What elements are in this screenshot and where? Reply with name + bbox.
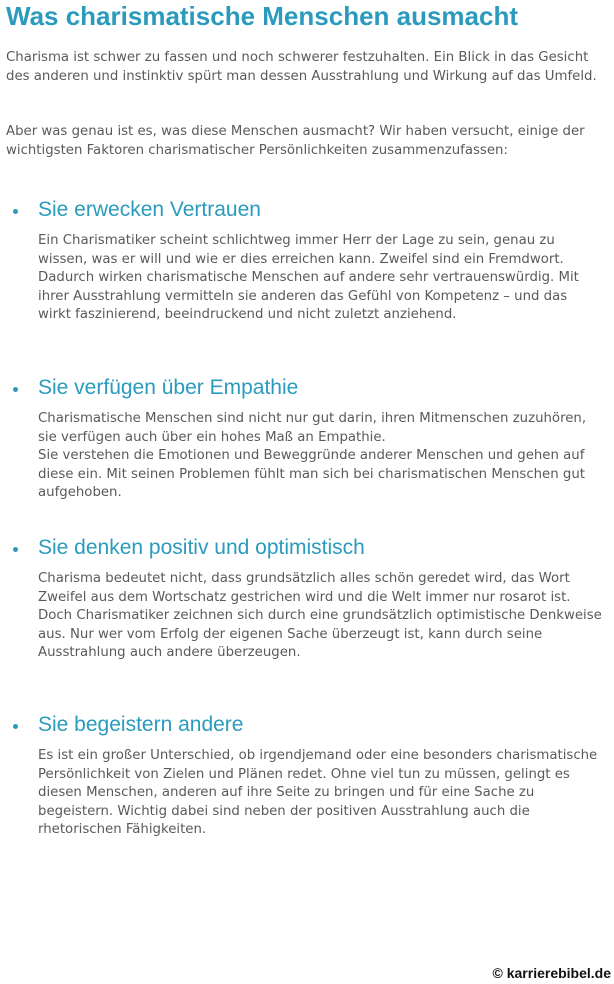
section-heading: Sie erwecken Vertrauen <box>38 198 261 221</box>
section-text-line-1: Charismatische Menschen sind nicht nur gut darin, ihren Mitmenschen zuzuhören, sie verfügen auch über ein hohes Maß an Empathie. <box>38 411 587 445</box>
section-text: Ein Charismatiker scheint schlichtweg immer Herr der Lage zu sein, genau zu wissen, was er will und wie er dies erreichen kann. Zweifel sind ein Fremdwort. Dadurch wirken charismatische Menschen auf andere sehr vertrauenswürdig. Mit ihrer Ausstrahlung vermitteln sie anderen das Gefühl von Kompetenz – und das wirkt faszinierend, beeindruckend und nicht zuletzt anziehend. <box>38 233 579 322</box>
bullet-icon <box>13 209 18 214</box>
page-title: Was charismatische Menschen ausmacht <box>6 1 519 31</box>
section-heading: Sie begeistern andere <box>38 713 244 736</box>
bullet-icon <box>13 547 18 552</box>
bullet-icon <box>13 724 18 729</box>
section-heading: Sie denken positiv und optimistisch <box>38 536 365 559</box>
intro-paragraph-2: Aber was genau ist es, was diese Menschen ausmacht? Wir haben versucht, einige der wichtigsten Faktoren charismatischer Persönlichkeiten zusammenzufassen: <box>6 124 585 158</box>
section-text <box>38 410 604 503</box>
bullet-icon <box>13 387 18 392</box>
section-heading: Sie verfügen über Empathie <box>38 376 299 399</box>
section-text: Es ist ein großer Unterschied, ob irgendjemand oder eine besonders charismatische Persönlichkeit von Zielen und Plänen redet. Ohne viel tun zu müssen, gelingt es diesen Menschen, anderen auf ihre Seite zu bringen und für eine Sache zu begeistern. Wichtig dabei sind neben der positiven Ausstrahlung auch die rhetorischen Fähigkeiten. <box>38 748 598 837</box>
section-text: Charisma bedeutet nicht, dass grundsätzlich alles schön geredet wird, das Wort Zweifel aus dem Wortschatz gestrichen wird und die Welt immer nur rosarot ist. Doch Charismatiker zeichnen sich durch eine grundsätzlich optimistische Denkweise aus. Nur wer vom Erfolg der eigenen Sache überzeugt ist, kann durch seine Ausstrahlung auch andere überzeugen. <box>38 571 602 660</box>
copyright-notice: © karrierebibel.de <box>492 965 611 981</box>
intro-paragraph-1: Charisma ist schwer zu fassen und noch schwerer festzuhalten. Ein Blick in das Gesicht des anderen und instinktiv spürt man dessen Ausstrahlung und Wirkung auf das Umfeld. <box>6 50 597 84</box>
section-text-line-2: Sie verstehen die Emotionen und Beweggründe anderer Menschen und gehen auf diese ein. Mit seinen Problemen fühlt man sich bei charismatischen Menschen gut aufgehoben. <box>38 448 585 500</box>
